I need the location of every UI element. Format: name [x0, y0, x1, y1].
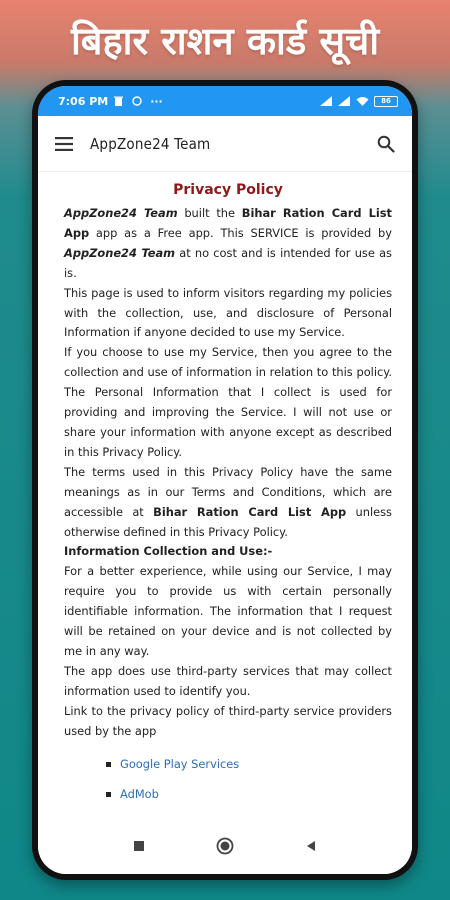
wifi-icon — [356, 96, 368, 106]
app-toolbar — [38, 116, 412, 172]
battery-icon: 86 — [374, 96, 398, 107]
menu-button[interactable] — [52, 132, 76, 156]
policy-heading: Privacy Policy — [173, 182, 283, 198]
links-intro-paragraph: Link to the privacy policy of third-party service providers used by the app — [64, 703, 392, 738]
status-right — [320, 96, 398, 107]
team-name: AppZone24 Team — [64, 206, 178, 220]
collection-paragraph: For a better experience, while using our Service, I may require you to provide us with certain personally identifiable information. The information that I request will be retained on your device and is not collected by me in any way. — [64, 564, 392, 658]
policy-content[interactable] — [38, 172, 412, 818]
back-triangle-icon — [305, 840, 317, 852]
square-icon — [133, 840, 145, 852]
more-notifications-icon: ··· — [150, 94, 163, 108]
section-heading — [64, 542, 392, 562]
list-item — [120, 779, 392, 809]
intro-text-1: built the — [177, 206, 242, 220]
status-left — [58, 95, 163, 108]
status-time: 7:06 PM — [58, 94, 109, 108]
app-title: AppZone24 Team — [90, 134, 211, 153]
section-title: Information Collection and Use:- — [64, 544, 273, 559]
google-play-services-link[interactable]: Google Play Services — [120, 757, 240, 772]
phone-screen — [38, 86, 412, 874]
terms-paragraph — [64, 463, 392, 543]
home-button[interactable] — [213, 834, 237, 858]
third-party-paragraph: The app does use third-party services that may collect information used to identify you. — [64, 663, 392, 698]
terms-text-2: unless otherwise defined in this Privacy Policy. — [64, 504, 392, 539]
purpose-paragraph: This page is used to inform visitors regarding my policies with the collection, use, and disclosure of Personal Information if anyone decided to use my Service. — [64, 285, 392, 340]
search-button[interactable] — [374, 132, 398, 156]
list-item — [120, 749, 392, 779]
app-name-2: Bihar Ration Card List App — [153, 504, 347, 519]
trash-icon — [114, 96, 126, 106]
app-name: Bihar Ration Card List App — [64, 206, 392, 240]
admob-link[interactable]: AdMob — [120, 787, 159, 802]
circle-icon — [216, 837, 234, 855]
promo-title: बिहार राशन कार्ड सूची — [70, 19, 380, 63]
intro-text-3: at no cost and is intended for use as is. — [64, 245, 392, 280]
third-party-links — [64, 749, 392, 809]
status-bar — [38, 86, 412, 116]
android-nav-bar — [38, 818, 412, 874]
signal-icon-2 — [338, 96, 350, 106]
recents-button[interactable] — [127, 834, 151, 858]
consent-paragraph: If you choose to use my Service, then you agree to the collection and use of information in relation to this policy. The Personal Information that I collect is used for providing and improving the Service. I will not use or share your information with anyone except as described in this Privacy Policy. — [64, 345, 392, 459]
signal-icon — [320, 96, 332, 106]
intro-paragraph — [64, 204, 392, 284]
search-icon — [377, 135, 395, 153]
phone-frame — [32, 80, 418, 880]
team-name-2: AppZone24 Team — [64, 245, 176, 260]
whatsapp-icon — [132, 96, 144, 106]
back-button[interactable] — [299, 834, 323, 858]
intro-text-2: app as a Free app. This SERVICE is provided by — [89, 225, 392, 240]
hamburger-icon — [55, 137, 73, 151]
terms-text-1: The terms used in this Privacy Policy have the same meanings as in our Terms and Conditions, which are accessible at — [64, 464, 392, 519]
